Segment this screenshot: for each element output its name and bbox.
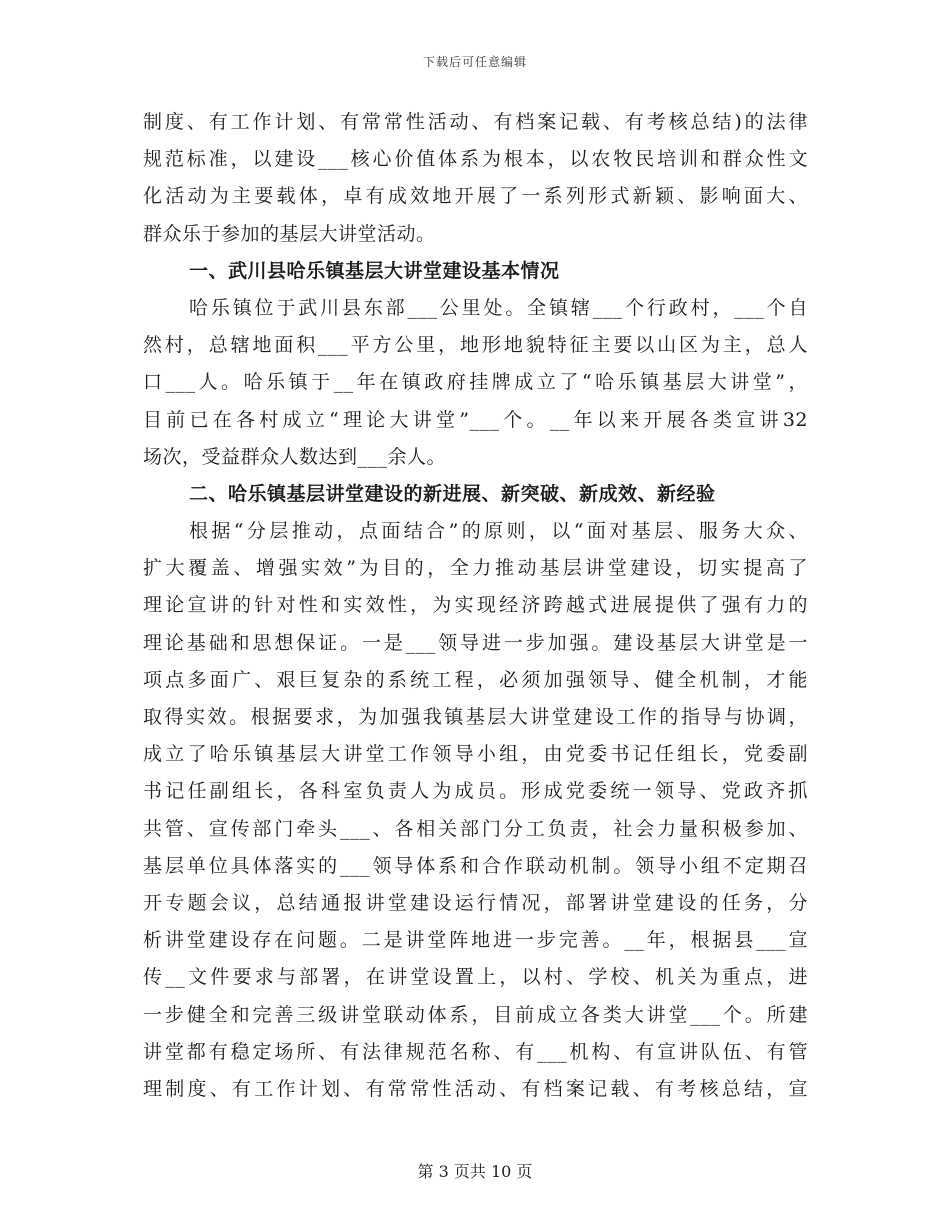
body-line: 规范标准，以建设___核心价值体系为根本，以农牧民培训和群众性文 xyxy=(143,148,808,171)
body-line: 基层单位具体落实的___领导体系和合作联动机制。领导小组不定期召 xyxy=(143,854,808,877)
body-line: 群众乐于参加的基层大讲堂活动。 xyxy=(143,222,436,245)
page-number: 第 3 页共 10 页 xyxy=(417,1162,533,1181)
body-line: 场次，受益群众人数达到___余人。 xyxy=(143,445,447,468)
body-line: 哈乐镇位于武川县东部___公里处。全镇辖___个行政村，___个自 xyxy=(189,296,808,319)
body-line: 然村，总辖地面积___平方公里，地形地貌特征主要以山区为主，总人 xyxy=(143,334,808,357)
body-line: 制度、有工作计划、有常常性活动、有档案记载、有考核总结)的法律 xyxy=(143,111,808,133)
body-line: 理论基础和思想保证。一是___领导进一步加强。建设基层大讲堂是一 xyxy=(143,631,808,654)
body-line: 取得实效。根据要求，为加强我镇基层大讲堂建设工作的指导与协调， xyxy=(143,706,808,728)
section-heading-2: 二、哈乐镇基层讲堂建设的新进展、新突破、新成效、新经验 xyxy=(189,482,716,505)
body-line: 书记任副组长，各科室负责人为成员。形成党委统一领导、党政齐抓 xyxy=(143,780,808,803)
body-line: 扩大覆盖、增强实效”为目的，全力推动基层讲堂建设，切实提高了 xyxy=(143,557,808,580)
body-line: 理论宣讲的针对性和实效性，为实现经济跨越式进展提供了强有力的 xyxy=(143,594,808,617)
page-header: 下载后可任意编辑 xyxy=(422,55,527,69)
body-line: 开专题会议，总结通报讲堂建设运行情况，部署讲堂建设的任务，分 xyxy=(143,891,808,914)
body-line: 根据“分层推动，点面结合”的原则，以“面对基层、服务大众、 xyxy=(189,520,808,543)
body-line: 化活动为主要载体，卓有成效地开展了一系列形式新颖、影响面大、 xyxy=(143,185,808,208)
body-line: 项点多面广、艰巨复杂的系统工程，必须加强领导、健全机制，才能 xyxy=(143,668,808,691)
body-line: 传__文件要求与部署，在讲堂设置上，以村、学校、机关为重点，进 xyxy=(143,966,808,989)
body-line: 共管、宣传部门牵头___、各相关部门分工负责，社会力量积极参加、 xyxy=(143,817,808,840)
body-line: 目前已在各村成立“理论大讲堂”___个。__年以来开展各类宣讲32 xyxy=(143,408,808,431)
body-line: 成立了哈乐镇基层大讲堂工作领导小组，由党委书记任组长，党委副 xyxy=(143,743,808,766)
body-line: 讲堂都有稳定场所、有法律规范名称、有___机构、有宣讲队伍、有管 xyxy=(143,1040,808,1063)
body-line: 理制度、有工作计划、有常常性活动、有档案记载、有考核总结，宣 xyxy=(143,1077,808,1100)
body-line: 一步健全和完善三级讲堂联动体系，目前成立各类大讲堂___个。所建 xyxy=(143,1003,808,1026)
section-heading-1: 一、武川县哈乐镇基层大讲堂建设基本情况 xyxy=(189,259,560,282)
body-line: 口___人。哈乐镇于__年在镇政府挂牌成立了“哈乐镇基层大讲堂”， xyxy=(143,371,808,394)
document-body xyxy=(143,104,808,1108)
body-line: 析讲堂建设存在问题。二是讲堂阵地进一步完善。__年，根据县___宣 xyxy=(143,929,808,952)
